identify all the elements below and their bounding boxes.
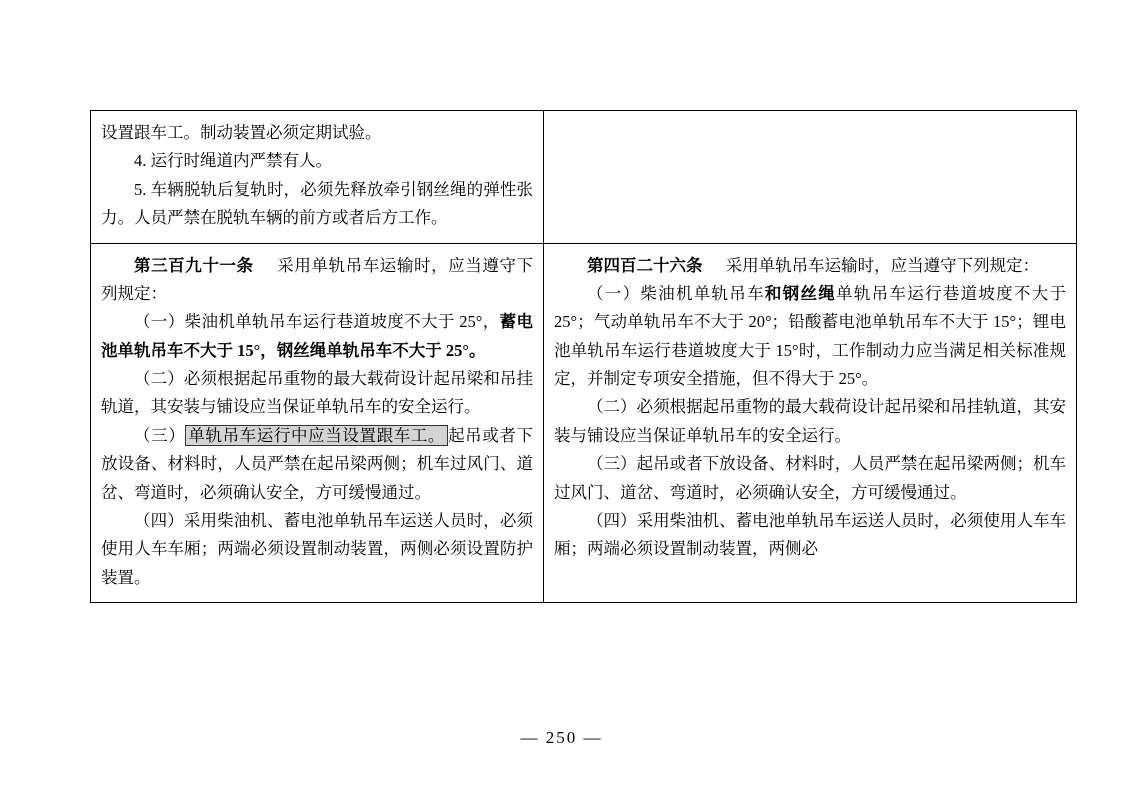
article-heading-left bbox=[101, 252, 533, 309]
right-item-4 bbox=[554, 507, 1066, 564]
article-label-left: 第三百九十一条 bbox=[134, 255, 254, 275]
article-lead-left: 采用单轨吊车运输时，应当遵守下列规定： bbox=[101, 255, 534, 303]
right-item-3-seg-1: （三）起吊或者下放设备、材料时，人员严禁在起吊梁两侧；机车过风门、道岔、弯道时，必须确认安全，方可缓慢通过。 bbox=[554, 454, 1066, 502]
right-item-2-seg-1: （二）必须根据起吊重物的最大载荷设计起吊梁和吊挂轨道，其安装与铺设应当保证单轨吊车的安全运行。 bbox=[554, 397, 1066, 445]
right-item-2 bbox=[554, 393, 1066, 450]
table-cell-left-continued bbox=[91, 111, 544, 244]
table-cell-right-empty bbox=[544, 111, 1077, 244]
comparison-table bbox=[90, 110, 1077, 603]
left-item-3 bbox=[101, 422, 533, 507]
paragraph-item-5: 5. 车辆脱轨后复轨时，必须先释放牵引钢丝绳的弹性张力。人员严禁在脱轨车辆的前方或者后方工作。 bbox=[101, 179, 533, 228]
left-item-1 bbox=[101, 308, 533, 365]
paragraph-continued: 设置跟车工。制动装置必须定期试验。 bbox=[101, 123, 382, 142]
right-item-3 bbox=[554, 450, 1066, 507]
left-item-3-seg-3: 起吊或者下放设备、材料时，人员严禁在起吊梁两侧；机车过风门、道岔、弯道时，必须确认安全，方可缓慢通过。 bbox=[101, 425, 534, 502]
right-item-4-seg-1: （四）采用柴油机、蓄电池单轨吊车运送人员时，必须使用人车车厢；两端必须设置制动装置，两侧必 bbox=[554, 510, 1066, 559]
left-item-3-highlight: 单轨吊车运行中应当设置跟车工。 bbox=[185, 425, 448, 446]
right-item-1 bbox=[554, 280, 1066, 394]
paragraph-item-4: 4. 运行时绳道内严禁有人。 bbox=[134, 151, 332, 171]
page-number: — 250 — bbox=[520, 728, 603, 747]
left-item-1-seg-1: （一）柴油机单轨吊车运行巷道坡度不大于 25°， bbox=[134, 312, 500, 332]
left-item-3-seg-1: （三） bbox=[134, 425, 186, 445]
table-row bbox=[91, 111, 1077, 244]
right-item-1-seg-2: 和钢丝绳 bbox=[764, 283, 837, 303]
left-item-2 bbox=[101, 365, 533, 422]
article-heading-right bbox=[554, 252, 1066, 280]
table-cell-right-article bbox=[544, 243, 1077, 603]
right-item-1-seg-3: 单轨吊车运行巷道坡度不大于 25°；气动单轨吊车不大于 20°；铅酸蓄电池单轨吊车不大于 15°；锂电池单轨吊车运行巷道坡度大于 15°时，工作制动力应当满足相关标准规定，并制定专项安全措施，但不得大于 25°。 bbox=[554, 283, 1067, 388]
table-row bbox=[91, 243, 1077, 603]
left-item-2-seg-1: （二）必须根据起吊重物的最大载荷设计起吊梁和吊挂轨道，其安装与铺设应当保证单轨吊车的安全运行。 bbox=[101, 369, 533, 417]
right-item-1-seg-1: （一）柴油机单轨吊车 bbox=[587, 283, 765, 303]
article-label-right: 第四百二十六条 bbox=[587, 255, 703, 275]
left-item-4 bbox=[101, 507, 533, 592]
left-item-4-seg-1: （四）采用柴油机、蓄电池单轨吊车运送人员时，必须使用人车车厢；两端必须设置制动装置，两侧必须设置防护装置。 bbox=[101, 510, 533, 587]
article-lead-right: 采用单轨吊车运输时，应当遵守下列规定： bbox=[725, 255, 1040, 275]
left-item-1-seg-2: 蓄电池单轨吊车不大于 15°，钢丝绳单轨吊车不大于 25°。 bbox=[101, 312, 533, 360]
table-cell-left-article bbox=[91, 243, 544, 603]
